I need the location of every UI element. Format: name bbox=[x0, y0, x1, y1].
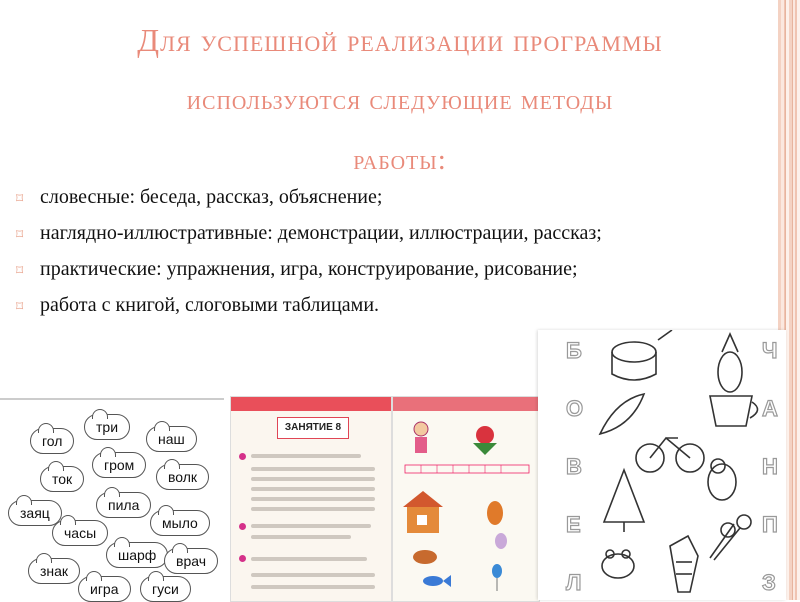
text-line bbox=[251, 507, 375, 511]
word-cloud: врач bbox=[164, 548, 218, 574]
word-cloud: волк bbox=[156, 464, 209, 490]
book-page-header bbox=[231, 397, 391, 411]
word-cloud: пила bbox=[96, 492, 151, 518]
word-cloud: гром bbox=[92, 452, 146, 478]
slide-title bbox=[0, 10, 800, 190]
letter-label: Б bbox=[566, 338, 582, 363]
word-cloud: гуси bbox=[140, 576, 191, 602]
exercise-marker-icon bbox=[239, 555, 246, 562]
book-page-pictures-image bbox=[392, 396, 540, 602]
fish-icon bbox=[423, 575, 451, 587]
word-cloud: игра bbox=[78, 576, 131, 602]
exercise-marker-icon bbox=[239, 453, 246, 460]
word-cloud: гол bbox=[30, 428, 74, 454]
lesson-label: ЗАНЯТИЕ 8 bbox=[277, 417, 349, 439]
word-cloud: заяц bbox=[8, 500, 62, 526]
text-line bbox=[251, 454, 361, 458]
letters-pictures-image bbox=[538, 330, 786, 600]
bullet-marker-icon: ⌑ bbox=[16, 300, 24, 315]
scissors-icon bbox=[710, 515, 751, 560]
list-item-text: наглядно-иллюстративные: демонстрации, иллюстрации, рассказ; bbox=[40, 222, 602, 244]
fox-icon bbox=[487, 501, 503, 525]
word-cloud: три bbox=[84, 414, 130, 440]
letter-label: В bbox=[566, 454, 582, 479]
list-item bbox=[16, 292, 776, 318]
text-line bbox=[251, 573, 375, 577]
list-item-text: практические: упражнения, игра, конструирование, рисование; bbox=[40, 258, 578, 280]
word-cloud: ток bbox=[40, 466, 84, 492]
exercise-marker-icon bbox=[239, 523, 246, 530]
word-cloud: знак bbox=[28, 558, 80, 584]
grid-strip bbox=[405, 465, 529, 473]
list-item bbox=[16, 184, 776, 210]
bullet-marker-icon: ⌑ bbox=[16, 192, 24, 207]
letter-label: Е bbox=[566, 512, 581, 537]
text-line bbox=[251, 535, 351, 539]
methods-list bbox=[16, 184, 776, 328]
list-item-text: словесные: беседа, рассказ, объяснение; bbox=[40, 186, 383, 208]
bird-icon bbox=[708, 459, 736, 500]
book-illustrations bbox=[393, 397, 539, 601]
word-cloud: часы bbox=[52, 520, 108, 546]
word-clouds-image bbox=[0, 398, 224, 602]
list-item bbox=[16, 256, 776, 282]
girl-icon bbox=[414, 422, 428, 453]
letter-label: З bbox=[762, 570, 776, 595]
frog-icon bbox=[602, 550, 634, 578]
cup-icon bbox=[710, 396, 758, 426]
zebra-icon bbox=[670, 536, 698, 592]
rabbit-icon bbox=[495, 533, 507, 549]
balloon-icon bbox=[492, 564, 502, 591]
list-item bbox=[16, 220, 776, 246]
drum-icon bbox=[612, 330, 672, 380]
letter-label: Л bbox=[566, 570, 582, 595]
word-cloud: наш bbox=[146, 426, 197, 452]
title-line-2: используются следующие методы bbox=[186, 84, 614, 116]
bullet-marker-icon: ⌑ bbox=[16, 264, 24, 279]
word-cloud: мыло bbox=[150, 510, 210, 536]
pineapple-icon bbox=[718, 334, 742, 392]
bullet-marker-icon: ⌑ bbox=[16, 228, 24, 243]
cucumber-icon bbox=[600, 394, 644, 434]
word-cloud: шарф bbox=[106, 542, 168, 568]
flower-icon bbox=[473, 426, 497, 455]
text-line bbox=[251, 467, 375, 471]
fir-tree-icon bbox=[604, 470, 644, 532]
text-line bbox=[251, 477, 375, 481]
letter-label: Ч bbox=[762, 338, 778, 363]
picture-outlines bbox=[538, 330, 786, 600]
text-line bbox=[251, 497, 375, 501]
title-line-3: работы: bbox=[353, 144, 447, 176]
book-page-image bbox=[230, 396, 392, 602]
bicycle-icon bbox=[636, 438, 704, 472]
text-line bbox=[251, 585, 375, 589]
text-line bbox=[251, 487, 375, 491]
list-item-text: работа с книгой, слоговыми таблицами. bbox=[40, 294, 380, 316]
text-line bbox=[251, 524, 371, 528]
title-line-1: Для успешной реализации программы bbox=[137, 22, 663, 58]
letter-label: А bbox=[762, 396, 778, 421]
house-icon bbox=[403, 491, 443, 533]
text-line bbox=[251, 557, 367, 561]
letter-label: О bbox=[566, 396, 584, 421]
animal-icon bbox=[413, 550, 437, 564]
letter-label: П bbox=[762, 512, 778, 537]
letter-label: Н bbox=[762, 454, 778, 479]
